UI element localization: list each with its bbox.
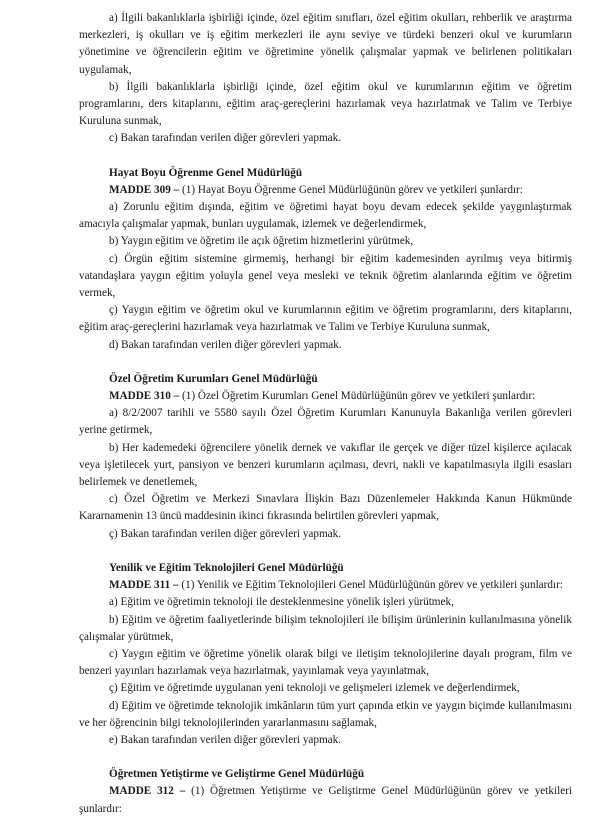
item-311-a: a) Eğitim ve öğretimin teknoloji ile desteklenmesine yönelik işleri yürütmek, (109, 596, 454, 609)
madde-309 (79, 182, 572, 199)
madde-310-label: MADDE 310 – (109, 390, 180, 403)
madde-309-label: MADDE 309 – (109, 183, 180, 196)
madde-311-label: MADDE 311 – (109, 579, 179, 592)
item-311-b: b) Eğitim ve öğretim faaliyetlerinde bilişim teknolojileri ile bilişim ürünlerinin kullanılmasına yönelik çalışmalar yürütmek, (79, 613, 572, 643)
item-309-b: b) Yaygın eğitim ve öğretim ile açık öğretim hizmetlerini yürütmek, (109, 235, 414, 248)
paragraph-intro-b: b) İlgili bakanlıklarla işbirliği içinde, özel eğitim okul ve kurumlarının eğitim ve öğretim programlarını, ders kitaplarını, eğitim araç-gereçlerini hazırlamak veya hazırlatmak ve Talim ve Terbiye Kuruluna sunmak, (79, 80, 572, 128)
madde-312 (79, 783, 572, 817)
item-310-cc: ç) Bakan tarafından verilen diğer görevleri yapmak. (109, 527, 342, 540)
madde-311-text: (1) Yenilik ve Eğitim Teknolojileri Genel Müdürlüğünün görev ve yetkileri şunlardır: (178, 579, 563, 592)
madde-310 (79, 388, 572, 405)
section-heading-311: Yenilik ve Eğitim Teknolojileri Genel Müdürlüğü (109, 561, 344, 574)
item-309-cc: ç) Yaygın eğitim ve öğretim okul ve kurumlarının eğitim ve öğretim programlarını, ders kitaplarını, eğitim araç-gereçlerini hazırlamak veya hazırlatmak ve Talim ve Terbiye Kuruluna sunmak, (79, 304, 572, 334)
item-311-d: d) Eğitim ve öğretimde teknolojik imkânların tüm yurt çapında etkin ve yaygın biçimde kullanılmasını ve her öğrencinin bilgi teknolojilerinden yararlanmasını sağlamak, (79, 699, 572, 729)
item-311-cc: ç) Eğitim ve öğretimde uygulanan yeni teknoloji ve gelişmeleri izlemek ve değerlendirmek, (109, 682, 520, 695)
section-heading-312: Öğretmen Yetiştirme ve Geliştirme Genel Müdürlüğü (109, 768, 365, 781)
item-311-c: c) Yaygın eğitim ve öğretime yönelik olarak bilgi ve iletişim teknolojilerine dayalı program, film ve benzeri yayınları hazırlamak veya hazırlatmak, yayınlamak veya yayınlatmak, (79, 647, 572, 678)
section-heading-309: Hayat Boyu Öğrenme Genel Müdürlüğü (109, 166, 303, 179)
item-310-b: b) Her kademedeki öğrencilere yönelik dernek ve vakıflar ile gerçek ve diğer tüzel kişilerce açılacak veya işletilecek yurt, pansiyon ve benzeri kurumların açılması, devri, nakli ve kapatılmasıyla ilgili esasları belirlemek ve denetlemek, (79, 441, 572, 489)
madde-312-label: MADDE 312 – (109, 785, 186, 798)
madde-312-text: (1) Öğretmen Yetiştirme ve Geliştirme Genel Müdürlüğünün görev ve yetkileri şunlardır: (79, 785, 572, 815)
item-309-a: a) Zorunlu eğitim dışında, eğitim ve öğretimi hayat boyu devam edecek şekilde yaygınlaştırmak amacıyla çalışmalar yapmak, bunları uygulamak, izlemek ve değerlendirmek, (79, 201, 572, 231)
item-310-c: c) Özel Öğretim ve Merkezi Sınavlara İlişkin Bazı Düzenlemeler Hakkında Kanun Hükmünde Kararnamenin 13 üncü maddesinin ikinci fıkrasında belirtilen görevleri yapmak, (79, 493, 572, 523)
item-311-e: e) Bakan tarafından verilen diğer görevleri yapmak. (109, 733, 342, 746)
item-310-a: a) 8/2/2007 tarihli ve 5580 sayılı Özel Öğretim Kurumları Kanunuyla Bakanlığa verilen görevleri yerine getirmek, (79, 407, 572, 437)
madde-309-text: (1) Hayat Boyu Öğrenme Genel Müdürlüğünün görev ve yetkileri şunlardır: (179, 183, 523, 196)
madde-311 (79, 577, 572, 594)
item-309-c: c) Örgün eğitim sistemine girmemiş, herhangi bir eğitim kademesinden ayrılmış veya bitirmiş vatandaşlara yaygın eğitim yoluyla genel veya mesleki ve teknik öğretim alanlarında eğitim ve öğretim vermek, (79, 252, 572, 300)
section-heading-310: Özel Öğretim Kurumları Genel Müdürlüğü (109, 372, 318, 385)
item-309-d: d) Bakan tarafından verilen diğer görevleri yapmak. (109, 338, 342, 351)
madde-310-text: (1) Özel Öğretim Kurumları Genel Müdürlüğünün görev ve yetkileri şunlardır: (179, 390, 536, 403)
paragraph-intro-a: a) İlgili bakanlıklarla işbirliği içinde, özel eğitim sınıfları, özel eğitim okulları, rehberlik ve araştırma merkezleri, iş okulları ve iş eğitim merkezleri ile aynı seviye ve türdeki benzeri okul ve kurumların yönetimine ve öğrencilerin eğitim ve öğretimine yönelik çalışmalar yapmak ve belirlenen politikaları uygulamak, (79, 12, 572, 76)
paragraph-intro-c: c) Bakan tarafından verilen diğer görevleri yapmak. (109, 132, 342, 145)
